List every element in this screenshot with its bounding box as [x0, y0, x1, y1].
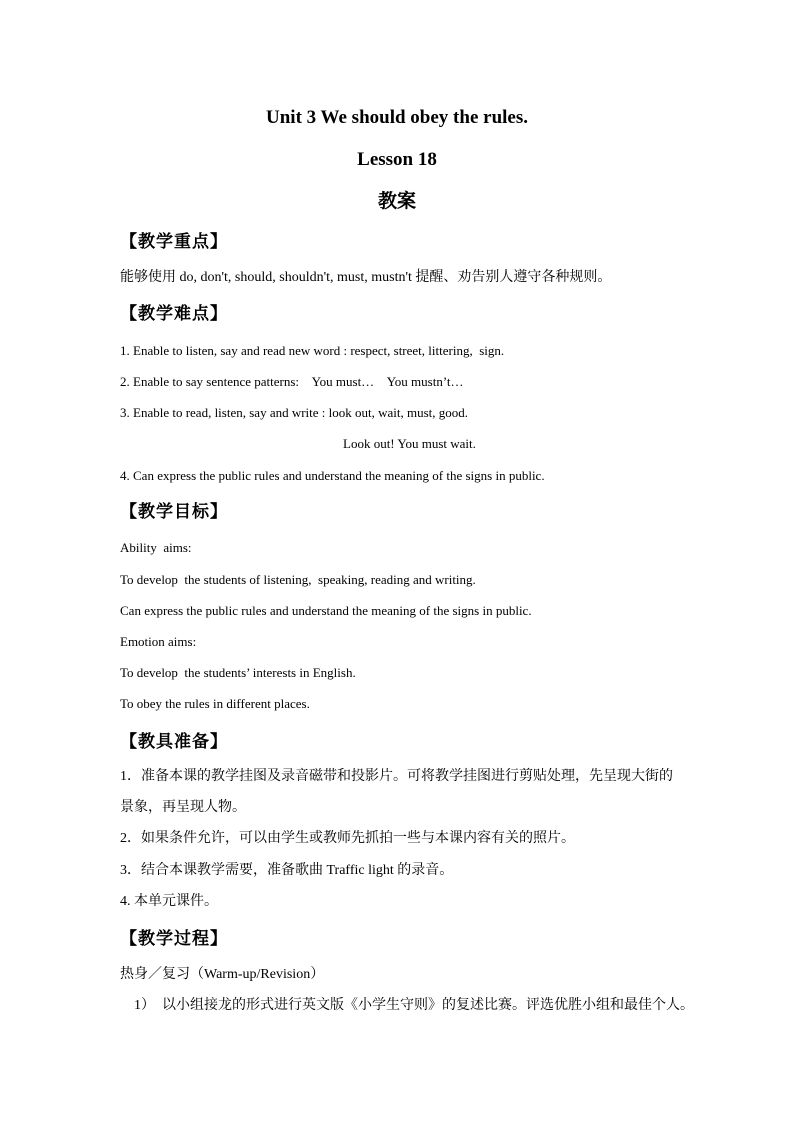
objectives-line: Ability aims: [120, 540, 192, 555]
unit-title: Unit 3 We should obey the rules. [266, 107, 528, 128]
difficulty-line: Look out! You must wait. [343, 436, 476, 451]
section-heading-objectives: 【教学目标】 [120, 502, 228, 521]
section-heading-process: 【教学过程】 [120, 929, 228, 948]
process-line: 热身／复习（Warm-up/Revision） [120, 967, 325, 982]
lesson-title: Lesson 18 [357, 149, 437, 170]
materials-line: 1．准备本课的教学挂图及录音磁带和投影片。可将教学挂图进行剪贴处理，先呈现大街的 [120, 769, 673, 784]
objectives-line: To develop the students’ interests in English. [120, 665, 356, 680]
difficulty-line: 1. Enable to listen, say and read new word : respect, street, littering, sign. [120, 343, 505, 358]
section-heading-difficulty: 【教学难点】 [120, 304, 228, 323]
objectives-line: Emotion aims: [120, 634, 197, 649]
materials-line: 景象，再呈现人物。 [120, 800, 246, 815]
difficulty-line: 2. Enable to say sentence patterns: You must… You mustn’t… [120, 374, 464, 389]
doc-type-title: 教案 [377, 191, 416, 212]
materials-line: 2．如果条件允许，可以由学生或教师先抓拍一些与本课内容有关的照片。 [120, 831, 575, 846]
focus-line: 能够使用 do, don't, should, shouldn't, must, mustn't 提醒、劝告别人遵守各种规则。 [120, 270, 612, 285]
objectives-line: To obey the rules in different places. [120, 696, 310, 711]
materials-line: 3．结合本课教学需要，准备歌曲 Traffic light 的录音。 [120, 863, 454, 878]
difficulty-line: 4. Can express the public rules and understand the meaning of the signs in public. [120, 468, 545, 483]
objectives-line: To develop the students of listening, speaking, reading and writing. [120, 572, 476, 587]
objectives-line: Can express the public rules and understand the meaning of the signs in public. [120, 603, 532, 618]
process-line: 1） 以小组接龙的形式进行英文版《小学生守则》的复述比赛。评选优胜小组和最佳个人。 [134, 998, 694, 1013]
difficulty-line: 3. Enable to read, listen, say and write : look out, wait, must, good. [120, 405, 469, 420]
section-heading-materials: 【教具准备】 [120, 732, 228, 751]
section-heading-focus: 【教学重点】 [120, 232, 228, 251]
materials-line: 4. 本单元课件。 [120, 894, 218, 909]
